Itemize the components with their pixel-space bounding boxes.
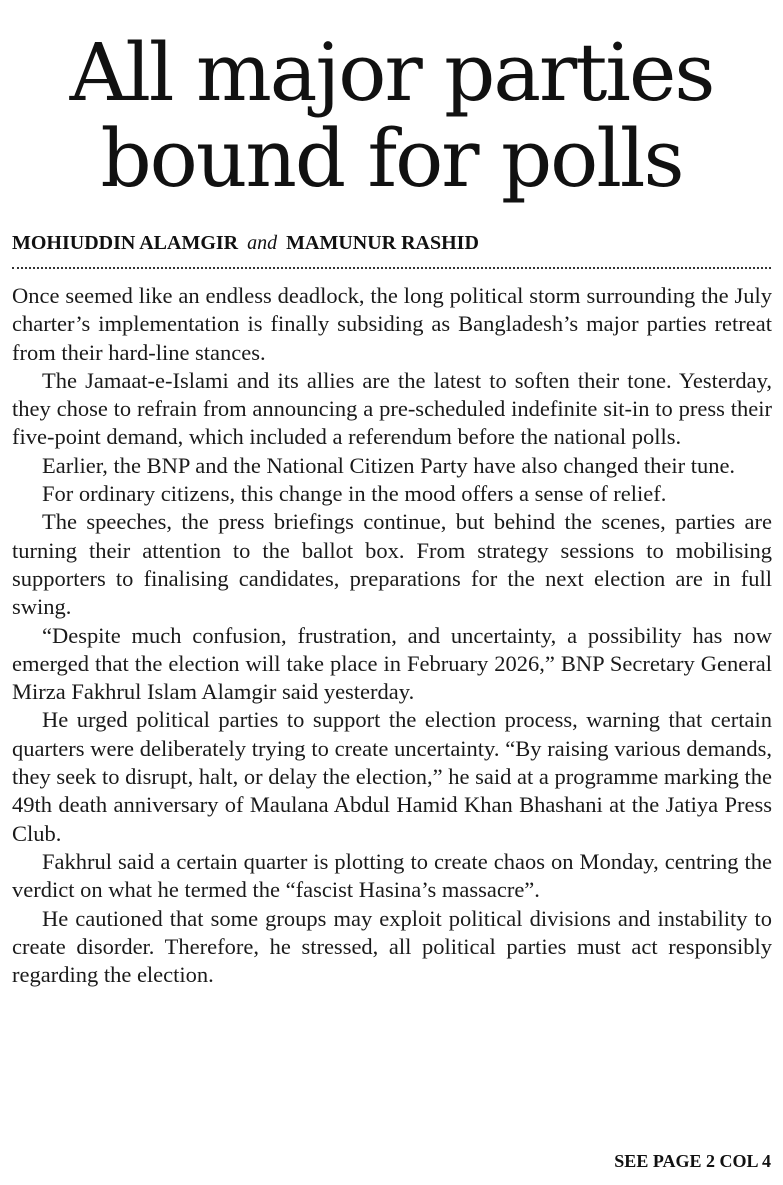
body-paragraph: He urged political parties to support the election process, warning that certain quarters were deliberately trying to create uncertainty. “By raising various demands, they seek to disrupt, halt, or delay the election,” he said at a programme marking the 49th death anniversary of Maulana Abdul Hamid Khan Bhashani at the Jatiya Press Club. bbox=[12, 707, 772, 846]
body-paragraph: “Despite much confusion, frustration, and uncertainty, a possibility has now emerged that the election will take place in February 2026,” BNP Secretary General Mirza Fakhrul Islam Alamgir said yesterday. bbox=[12, 622, 772, 705]
continued-jump-link[interactable]: SEE PAGE 2 COL 4 bbox=[614, 1151, 771, 1171]
body-paragraph: The speeches, the press briefings continue, but behind the scenes, parties are turning their attention to the ballot box. From strategy sessions to mobilising supporters to finalising candidates, preparations for the next election are in full swing. bbox=[12, 509, 772, 620]
byline-conjunction: and bbox=[247, 232, 278, 254]
body-paragraph: The Jamaat-e-Islami and its allies are the latest to soften their tone. Yesterday, they chose to refrain from announcing a pre-scheduled indefinite sit-in to press their five-point demand, which included a referendum before the national polls. bbox=[12, 367, 772, 450]
body-paragraph: For ordinary citizens, this change in the mood offers a sense of relief. bbox=[42, 481, 667, 507]
headline-line-1: All major parties bbox=[69, 26, 714, 119]
headline bbox=[0, 26, 783, 205]
headline-line-2: bound for polls bbox=[100, 112, 683, 205]
byline-author-2: MAMUNUR RASHID bbox=[286, 232, 479, 254]
dotted-divider bbox=[12, 267, 771, 269]
body-paragraph: He cautioned that some groups may exploit political divisions and instability to create disorder. Therefore, he stressed, all political parties must act responsibly regarding the election. bbox=[12, 905, 772, 988]
body-paragraph: Fakhrul said a certain quarter is plotting to create chaos on Monday, centring the verdict on what he termed the “fascist Hasina’s massacre”. bbox=[12, 848, 772, 903]
body-paragraph: Once seemed like an endless deadlock, the long political storm surrounding the July charter’s implementation is finally subsiding as Bangladesh’s major parties retreat from their hard-line stances. bbox=[12, 283, 772, 365]
article-body bbox=[12, 282, 772, 989]
byline bbox=[12, 231, 479, 255]
byline-author-1: MOHIUDDIN ALAMGIR bbox=[12, 232, 239, 254]
body-paragraph: Earlier, the BNP and the National Citizen Party have also changed their tune. bbox=[42, 452, 736, 478]
